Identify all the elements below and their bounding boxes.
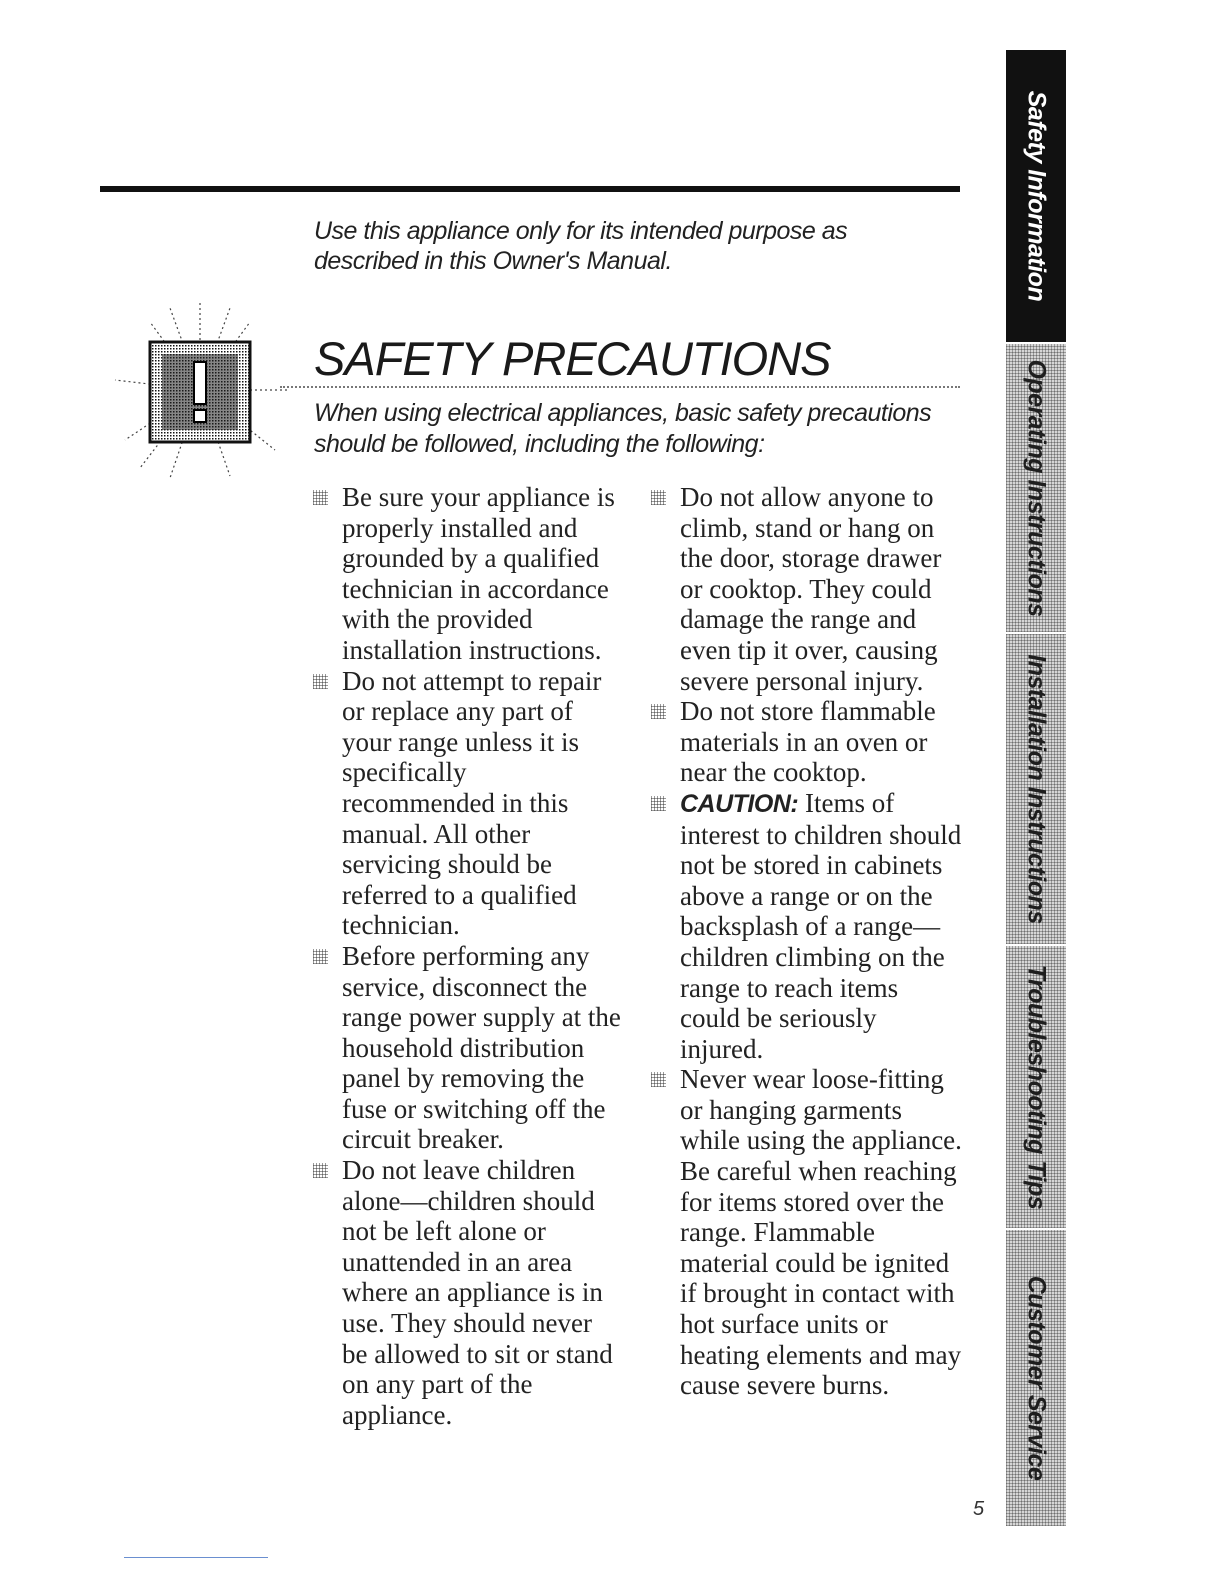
list-item: Never wear loose-fitting or hanging garments while using the appliance. Be careful when reaching for items stored over the range. Flammable material could be ignited if brought in contact with hot surface units or heating elements and may cause severe burns. [650,1064,962,1401]
title-divider [280,386,960,388]
warning-exclamation-icon [110,300,290,480]
bullet-icon [313,1163,328,1178]
bullet-icon [313,949,328,964]
list-item: Do not leave children alone—children should not be left alone or unattended in an area where an appliance is in use. They should never be allowed to sit or stand on any part of the appliance. [312,1155,624,1430]
tab-customer-service[interactable] [1006,1230,1066,1528]
list-item: Be sure your appliance is properly installed and grounded by a qualified technician in accordance with the provided installation instructions. [312,482,624,666]
bullet-icon [313,490,328,505]
tab-installation-instructions[interactable] [1006,634,1066,946]
page-title: SAFETY PRECAUTIONS [314,332,831,385]
bullet-icon [313,674,328,689]
list-item: Do not store flammable materials in an oven or near the cooktop. [650,696,962,788]
list-item: Do not allow anyone to climb, stand or hang on the door, storage drawer or cooktop. They could damage the range and even tip it over, causing severe personal injury. [650,482,962,696]
tab-troubleshooting-tips[interactable] [1006,946,1066,1230]
top-rule [100,186,960,192]
tab-label: Operating Instructions [1022,359,1051,617]
tab-label: Customer Service [1022,1275,1051,1481]
tab-label: Safety Information [1022,90,1051,302]
page-number: 5 [973,1498,985,1520]
list-item: CAUTION: Items of interest to children should not be stored in cabinets above a range or on the backsplash of a range—children climbing on the range to reach items could be seriously injured. [650,788,962,1064]
subtitle: When using electrical appliances, basic safety precautions should be followed, including the following: [314,399,932,458]
left-column [312,482,624,1430]
bullet-icon [651,796,666,811]
tab-label: Troubleshooting Tips [1022,964,1051,1210]
intro-text: Use this appliance only for its intended purpose as described in this Owner's Manual. [314,217,848,275]
bullet-icon [651,1072,666,1087]
tab-safety-information[interactable] [1006,50,1066,344]
bullet-icon [651,704,666,719]
right-column [650,482,962,1401]
list-item: Do not attempt to repair or replace any part of your range unless it is specifically recommended in this manual. All other servicing should be referred to a qualified technician. [312,666,624,941]
tab-label: Installation Instructions [1022,654,1051,924]
bullet-icon [651,490,666,505]
caution-label: CAUTION: [680,789,799,818]
footer-line [124,1557,268,1558]
tab-operating-instructions[interactable] [1006,344,1066,634]
list-item: Before performing any service, disconnect the range power supply at the household distribution panel by removing the fuse or switching off the circuit breaker. [312,941,624,1155]
section-tabs [1006,50,1066,1528]
